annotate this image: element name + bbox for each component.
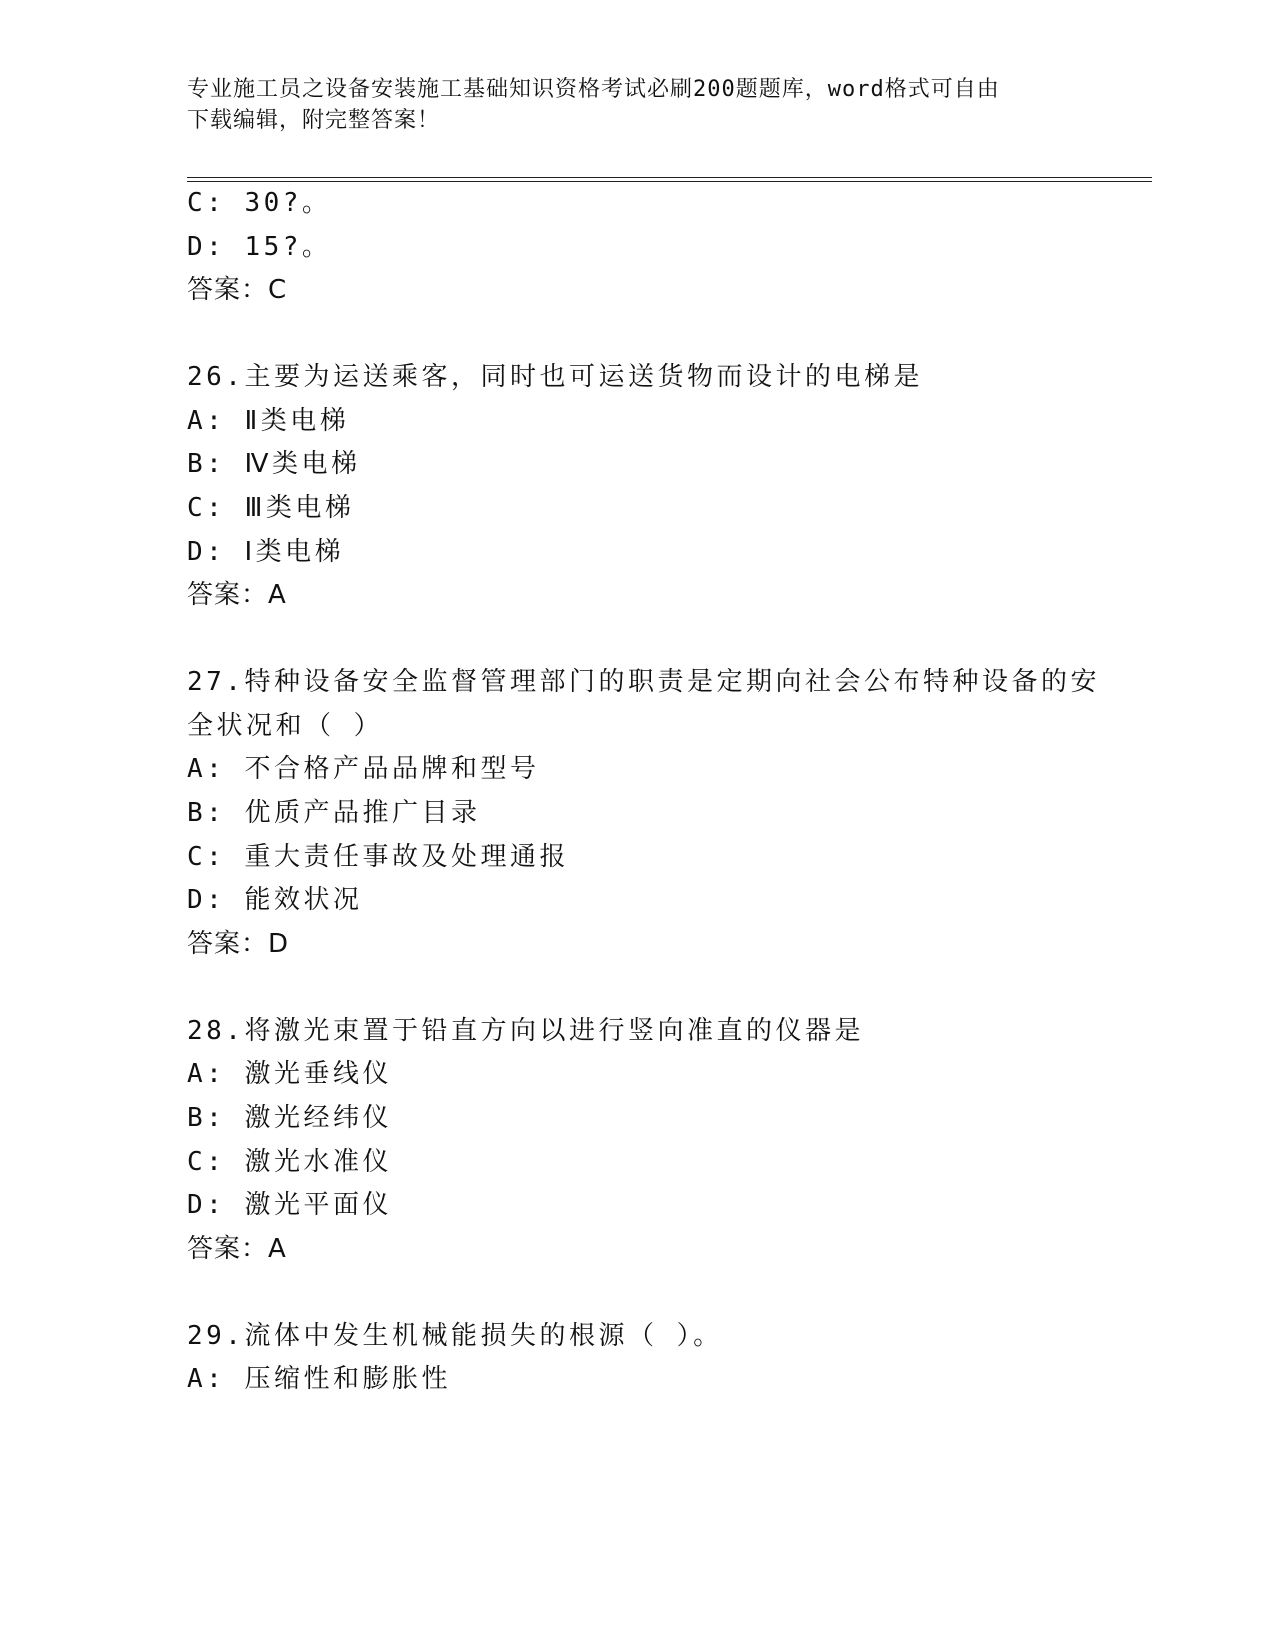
header-line-1: 专业施工员之设备安装施工基础知识资格考试必刷200题题库，word格式可自由	[187, 77, 1000, 102]
q26-question: 26.主要为运送乘客，同时也可运送货物而设计的电梯是	[187, 362, 923, 392]
q29-question: 29.流体中发生机械能损失的根源（ ）。	[187, 1321, 723, 1351]
q27-option-a: A: 不合格产品品牌和型号	[187, 754, 540, 784]
q26-option-b: B: Ⅳ类电梯	[187, 449, 361, 479]
q27-option-b: B: 优质产品推广目录	[187, 798, 481, 828]
q27-answer: 答案：D	[187, 929, 290, 959]
q26-answer: 答案：A	[187, 580, 287, 610]
document-header	[187, 74, 1067, 136]
q28-option-d: D: 激光平面仪	[187, 1190, 392, 1220]
header-line-2: 下载编辑，附完整答案！	[187, 108, 441, 133]
q27-option-c: C: 重大责任事故及处理通报	[187, 842, 569, 872]
q28-answer: 答案：A	[187, 1234, 287, 1264]
q26-option-d: D: Ⅰ类电梯	[187, 537, 345, 567]
q27-question-line-1: 27.特种设备安全监督管理部门的职责是定期向社会公布特种设备的安	[187, 667, 1100, 697]
header-divider	[187, 177, 1152, 182]
q28-option-a: A: 激光垂线仪	[187, 1059, 392, 1089]
q27-question-line-2: 全状况和（ ）	[187, 711, 384, 741]
q25-option-d: D: 15?。	[187, 232, 332, 262]
q28-question: 28.将激光束置于铅直方向以进行竖向准直的仪器是	[187, 1016, 864, 1046]
q28-option-b: B: 激光经纬仪	[187, 1103, 392, 1133]
q25-option-c: C: 30?。	[187, 188, 332, 218]
q26-option-a: A: Ⅱ类电梯	[187, 406, 350, 436]
q27-option-d: D: 能效状况	[187, 885, 363, 915]
q28-option-c: C: 激光水准仪	[187, 1147, 392, 1177]
q25-answer: 答案：C	[187, 275, 288, 305]
q26-option-c: C: Ⅲ类电梯	[187, 493, 355, 523]
q29-option-a: A: 压缩性和膨胀性	[187, 1364, 451, 1394]
